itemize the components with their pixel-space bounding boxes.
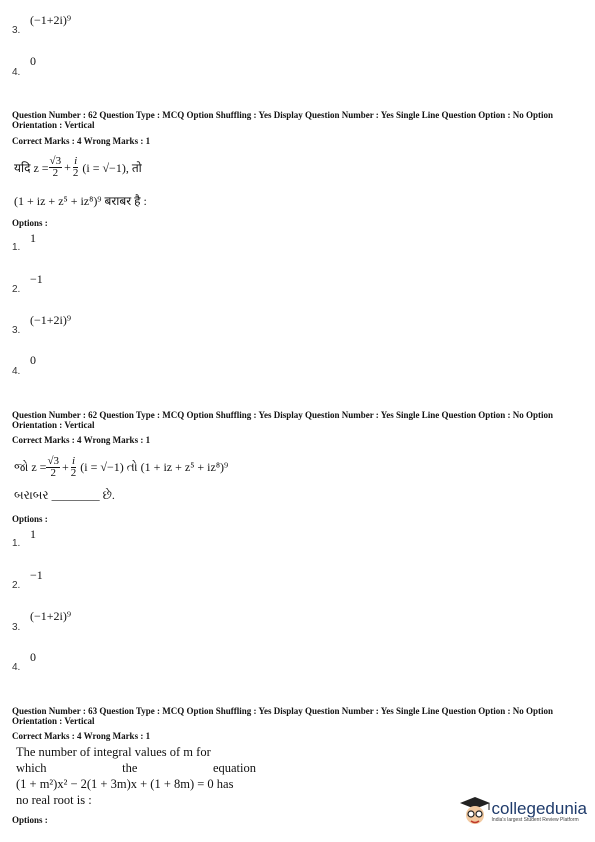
question-header: Question Number : 63 Question Type : MCQ Option Shuffling : Yes Display Question Number : Yes Single Line Question Option : No Option Orientation : Vertical [12, 706, 553, 726]
option-number: 4. [12, 67, 21, 78]
question-text-line2: બરાબર ________ છે. [14, 488, 115, 502]
options-label: Options : [12, 815, 48, 825]
marks-line: Correct Marks : 4 Wrong Marks : 1 [12, 435, 151, 445]
option-value: 1 [30, 231, 36, 245]
question-text-suffix: (i = √−1), तो [82, 160, 142, 175]
question-text-prefix: यदि z = [14, 160, 49, 175]
option-number: 4. [12, 662, 21, 673]
fraction-i-over-2: $\frac{i}{2}$ [70, 454, 77, 479]
logo-tagline: India's largest Student Review Platform [491, 817, 579, 823]
option-number: 3. [12, 325, 21, 336]
fraction-i-over-2: $\frac{i}{2}$ [72, 154, 79, 179]
fraction-sqrt3-over-2: $\frac{√3}{2}$ [47, 454, 59, 479]
option-value: 0 [30, 353, 36, 367]
question-text-line1: જો z = $\frac{√3}{2}$ + $\frac{i}{2}$ (i = √−1) તો (1 + iz + z⁵ + iz⁸)⁹ [14, 454, 229, 479]
option-number: 3. [12, 622, 21, 633]
options-label: Options : [12, 514, 48, 524]
option-value: (−1+2i)⁹ [30, 13, 72, 27]
option-number: 4. [12, 366, 21, 377]
question-header: Question Number : 62 Question Type : MCQ Option Shuffling : Yes Display Question Number : Yes Single Line Question Option : No Option Orientation : Vertical [12, 110, 553, 130]
graduate-mascot-icon [458, 794, 492, 828]
question-text-prefix: જો z = [14, 459, 47, 474]
question-text-line2: (1 + iz + z⁵ + iz⁸)⁹ बराबर है : [14, 194, 147, 208]
option-value: 1 [30, 527, 36, 541]
question-word: which [16, 761, 47, 775]
option-number: 2. [12, 284, 21, 295]
question-text-line3: (1 + m²)x² − 2(1 + 3m)x + (1 + 8m) = 0 has [16, 777, 234, 791]
question-text-line1: The number of integral values of m for [16, 745, 211, 759]
option-value: 0 [30, 650, 36, 664]
question-text-line1: यदि z = $\frac{√3}{2}$ + $\frac{i}{2}$ (i = √−1), तो [14, 154, 142, 179]
marks-line: Correct Marks : 4 Wrong Marks : 1 [12, 731, 151, 741]
question-text-suffix: (i = √−1) તો (1 + iz + z⁵ + iz⁸)⁹ [80, 459, 229, 474]
question-word: equation [212, 761, 256, 775]
question-header: Question Number : 62 Question Type : MCQ Option Shuffling : Yes Display Question Number : Yes Single Line Question Option : No Option Orientation : Vertical [12, 410, 553, 430]
option-number: 1. [12, 538, 21, 549]
option-value: (−1+2i)⁹ [30, 609, 72, 623]
option-number: 2. [12, 580, 21, 591]
question-word: the [122, 761, 138, 775]
options-label: Options : [12, 218, 48, 228]
question-text-line2 [16, 761, 256, 775]
collegedunia-logo [458, 794, 587, 828]
option-value: −1 [30, 272, 43, 286]
option-value: 0 [30, 54, 36, 68]
question-text-line4: no real root is : [16, 793, 92, 807]
fraction-sqrt3-over-2: $\frac{√3}{2}$ [49, 154, 62, 179]
logo-name: collegedunia [491, 799, 587, 818]
option-value: (−1+2i)⁹ [30, 313, 72, 327]
option-number: 3. [12, 25, 21, 36]
marks-line: Correct Marks : 4 Wrong Marks : 1 [12, 136, 151, 146]
option-value: −1 [30, 568, 43, 582]
option-number: 1. [12, 242, 21, 253]
